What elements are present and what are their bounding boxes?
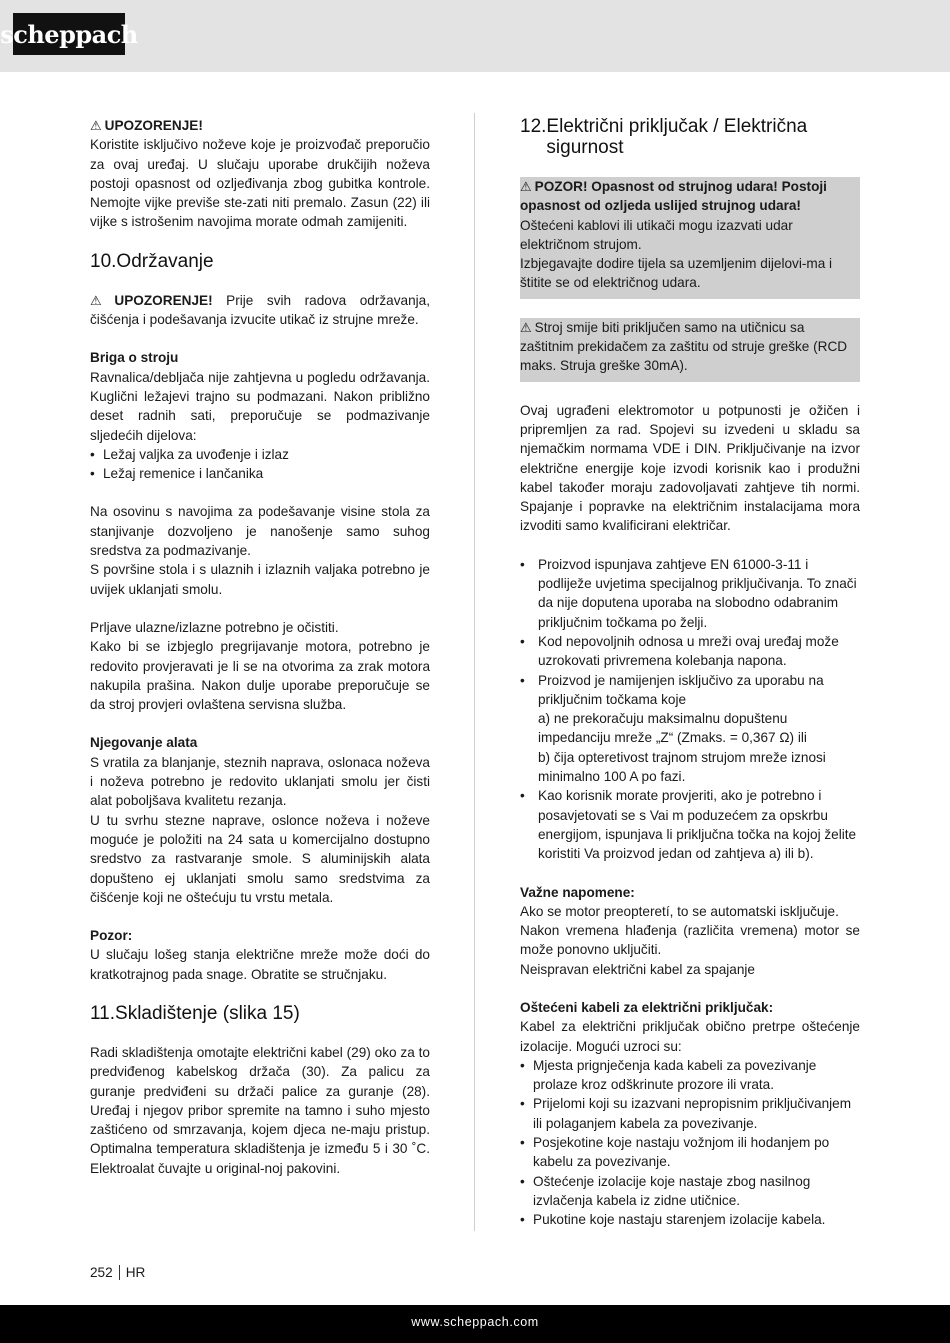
right-column: [520, 116, 860, 1230]
header-bar: [0, 0, 950, 72]
section-heading-maintenance: [90, 251, 430, 272]
left-column: [90, 116, 430, 1178]
list-item: • Ležaj remenice i lančanika: [90, 464, 430, 483]
list-item: • Proizvod ispunjava zahtjeve EN 61000-3-11 i podliježe uvjetima specijalnog priključivanja. To znači da nije doputena uporaba na slobodno odabranim priključnim točkama po želji.: [520, 555, 860, 632]
list-item: • Kao korisnik morate provjeriti, ako je potrebno i posavjetovati se s Vai m poduzećem za opskrbu energijom, ispunjava li priključna točka na kojoj želite koristiti Va proizvod jedan od zahtjeva a) ili b).: [520, 786, 860, 863]
list-item: • Posjekotine koje nastaju vožnjom ili hodanjem po kabelu za povezivanje.: [520, 1133, 860, 1172]
page-number-separator: [119, 1265, 120, 1280]
paragraph: Kako bi se izbjeglo pregrijavanje motora, potrebno je redovito provjeravati je li se na otvorima za zrak motora nakupila prašina. Nakon dulje uporabe preporučuje se da stroj provjeri ovlaštena servisna služba.: [90, 639, 430, 713]
paragraph: S vratila za blanjanje, steznih naprava, oslonaca noževa i noževa potrebno je redovito uklanjati smolu jer čisti alat poboljšava kvalitetu rezanja.: [90, 754, 430, 809]
section-title: Skladištenje (slika 15): [115, 1002, 300, 1024]
warning-paragraph: [90, 116, 430, 135]
section-heading-electrical: [520, 116, 860, 158]
warning-text: Izbjegavajte dodire tijela sa uzemljenim dijelovi-ma i štitite se od električnog udara.: [520, 256, 833, 291]
list-item: • Ležaj valjka za uvođenje i izlaz: [90, 445, 430, 464]
brand-logo: scheppach: [13, 13, 125, 55]
subheading-damaged-cables: Oštećeni kabeli za električni priključak:: [520, 999, 774, 1015]
warning-box-electric-shock: [520, 177, 860, 299]
warning-label: UPOZORENJE!: [104, 118, 203, 133]
paragraph: Ravnalica/debljača nije zahtjevna u pogledu održavanja. Kuglični ležajevi trajno su podmazani. Nakon približno deset radnih sati, preporučuje se podmazivanje sljedećih dijelova:: [90, 369, 430, 443]
column-divider: [474, 113, 475, 1231]
section-title: Održavanje: [116, 250, 214, 272]
warning-text: Oštećeni kablovi ili utikači mogu izazvati udar električnom strujom.: [520, 217, 793, 252]
warning-box-rcd: [520, 318, 860, 382]
section-number: 11.: [90, 1002, 116, 1024]
warning-icon: ⚠: [520, 179, 532, 194]
language-code: HR: [125, 1265, 146, 1280]
paragraph: Na osovinu s navojima za podešavanje visine stola za stanjivanje dozvoljeno je nanošenje samo suhog sredstva za podmazivanje.: [90, 504, 430, 559]
footer-url: www.scheppach.com: [411, 1315, 539, 1329]
paragraph: Nakon vremena hlađenja (različita vremena) motor se može ponovno uključiti.: [520, 923, 860, 958]
subheading-caution: Pozor:: [90, 928, 133, 944]
warning-text: Stroj smije biti priključen samo na utičnicu sa zaštitnim prekidačem za zaštitu od struje greške (RCD maks. Struja greške 30mA).: [520, 319, 848, 374]
paragraph: U tu svrhu stezne naprave, oslonce noževa i noževe moguće je položiti na 24 sata u komercijalno dostupno sredstvo za rastvaranje smole. S aluminijskih alata dopušteno ej uklanjati smolu samo sredstvima za čišćenje koji ne oštećuju tu vrstu metala.: [90, 812, 430, 905]
paragraph: Ako se motor preopteretí, to se automatski isključuje.: [520, 903, 839, 919]
paragraph: S površine stola i s ulaznih i izlaznih valjaka potrebno je uvijek uklanjati smolu.: [90, 562, 430, 597]
warning-icon: ⚠: [520, 319, 532, 335]
subheading-tool-care: Njegovanje alata: [90, 735, 198, 751]
warning-paragraph: [520, 318, 860, 376]
warning-text: Prije svih radova održavanja, čišćenja i podešavanja izvucite utikač iz strujne mreže.: [90, 292, 430, 328]
warning-paragraph: [90, 291, 430, 330]
section-title: Električni priključak / Električna sigurnost: [546, 116, 808, 158]
paragraph: Radi skladištenja omotajte električni kabel (29) oko za to predviđenog kabelskog držača (30). Za palicu za guranje predviđeni su držači palice za guranje (28). Uređaj i njegov pribor spremite na tamno i suho mjesto zaštićeno od smrzavanja, kojem djeca ne-maju pristup. Optimalna temperatura skladištenja je između 5 i 30 ˚C. Elektroalat čuvajte u original-noj pakovini.: [90, 1044, 430, 1176]
subheading-machine-care: Briga o stroju: [90, 350, 179, 366]
warning-text: Koristite isključivo noževe koje je proizvođač preporučio za ovaj uređaj. U slučaju uporabe drukčijih noževa postoji opasnost od ozljeđivanja zbog gubitka kontrole. Nemojte vijke previše ste-zati niti premalo. Zasun (22) ili vijke s istrošenim navojima morate odmah zamijeniti.: [90, 137, 430, 230]
bullet-list: [90, 445, 430, 484]
warning-paragraph: [520, 177, 860, 216]
paragraph: Prljave ulazne/izlazne potrebno je očistiti.: [90, 619, 339, 635]
section-number: 12.: [520, 116, 547, 137]
list-item: • Mjesta prignječenja kada kabeli za povezivanje prolaze kroz odškrinute prozore ili vrata.: [520, 1056, 860, 1095]
list-item: • Kod nepovoljnih odnosa u mreži ovaj uređaj može uzrokovati privremena kolebanja napona.: [520, 632, 860, 671]
page-number-value: 252: [90, 1265, 113, 1280]
warning-label: POZOR! Opasnost od strujnog udara! Postoji opasnost od ozljeda uslijed strujnog udara!: [520, 179, 827, 214]
warning-icon: ⚠: [90, 118, 102, 133]
footer-bar: [0, 1305, 950, 1343]
subheading-important-notes: Važne napomene:: [520, 884, 635, 900]
paragraph: Ovaj ugrađeni elektromotor u potpunosti je ožičen i pripremljen za rad. Spojevi su izvedeni u skladu sa njemačkim normama VDE i DIN. Priključivanje na izvor električne energije koje izvodi korisnik kao i produžni kabel također moraju zadovoljavati zahtjeve tih normi. Spajanje i popravke na električnim instalacijama mora izvoditi samo kvalificirani električar.: [520, 402, 860, 534]
list-item: • Proizvod je namijenjen isključivo za uporabu na priključnim točkama koje a) ne prekoračuju maksimalnu dopuštenu impedanciju mreže „Z“ (Zmaks. = 0,367 Ω) ili b) čija opteretivost trajnom strujom mreže iznosi minimalno 100 A po fazi.: [520, 671, 860, 787]
section-heading-storage: [90, 1003, 430, 1024]
section-number: 10.: [90, 250, 117, 272]
list-item: • Oštećenje izolacije koje nastaje zbog nasilnog izvlačenja kabela iz zidne utičnice.: [520, 1172, 860, 1211]
list-item: • Pukotine koje nastaju starenjem izolacije kabela.: [520, 1210, 860, 1229]
paragraph: Kabel za električni priključak obično pretrpe oštećenje izolacije. Mogući uzroci su:: [520, 1019, 860, 1054]
bullet-list-causes: [520, 1056, 860, 1230]
page-number: [90, 1265, 145, 1280]
warning-icon: ⚠: [90, 292, 112, 308]
warning-label: UPOZORENJE!: [114, 292, 213, 308]
bullet-list-requirements: [520, 555, 860, 864]
paragraph: Neispravan električni kabel za spajanje: [520, 961, 755, 977]
paragraph: U slučaju lošeg stanja električne mreže može doći do kratkotrajnog pada snage. Obratite se stručnjaku.: [90, 947, 430, 982]
list-item: • Prijelomi koji su izazvani nepropisnim priključivanjem ili polaganjem kabela za povezivanje.: [520, 1094, 860, 1133]
